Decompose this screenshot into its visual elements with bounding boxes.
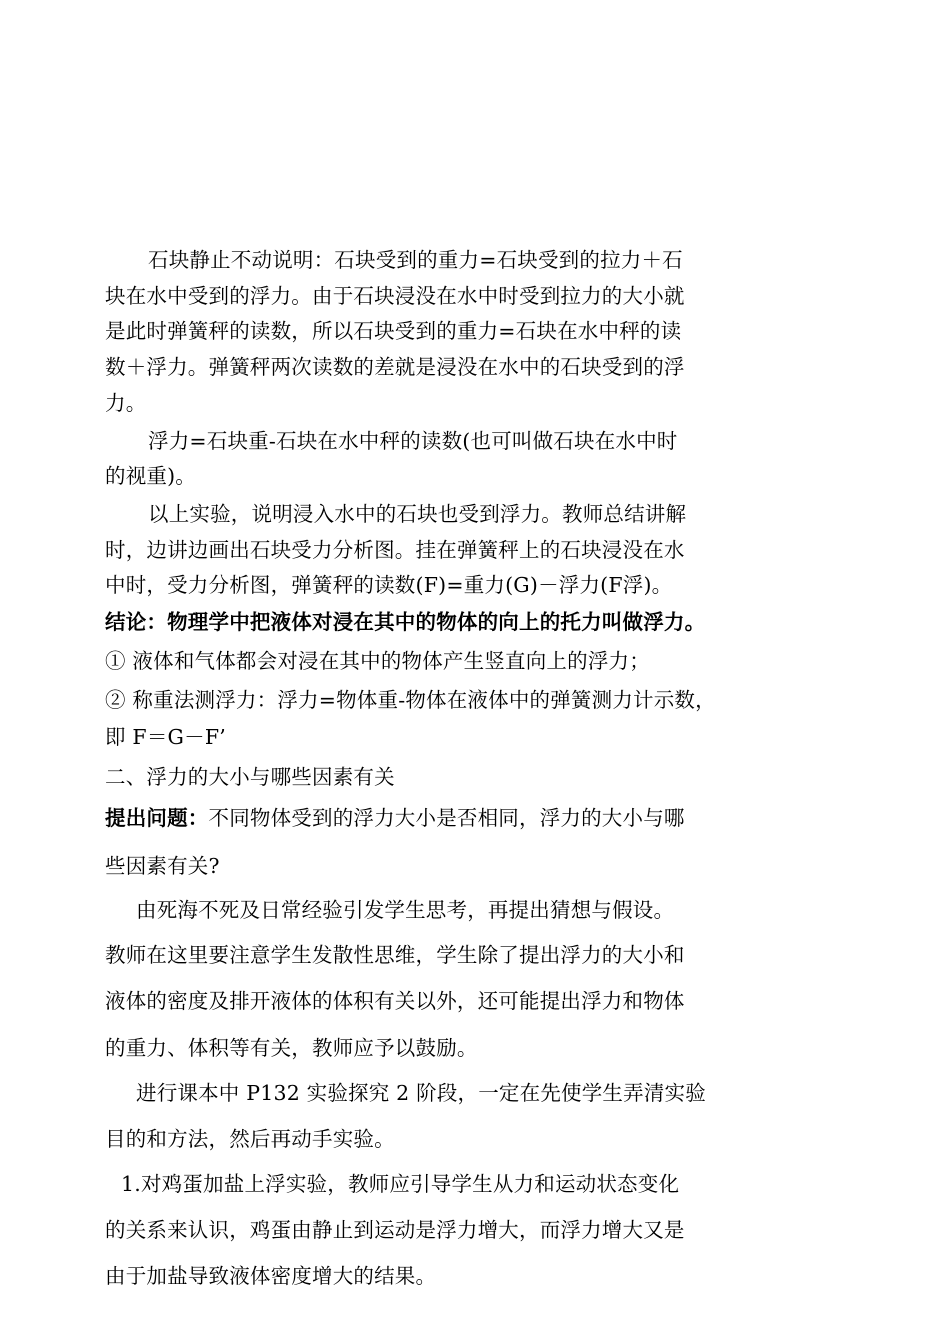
- paragraph-line: 中时，受力分析图，弹簧秤的读数(F)=重力(G)－浮力(F浮)。: [105, 573, 673, 597]
- paragraph-line: 进行课本中 P132 实验探究 2 阶段，一定在先使学生弄清实验: [136, 1081, 706, 1105]
- paragraph-line: 石块静止不动说明：石块受到的重力=石块受到的拉力＋石: [148, 248, 683, 272]
- point-two-formula: 即 F＝G－F’: [105, 725, 226, 749]
- paragraph-line: 液体的密度及排开液体的体积有关以外，还可能提出浮力和物体: [105, 989, 685, 1013]
- paragraph-line: 力。: [105, 391, 147, 415]
- paragraph-line: 的视重)。: [105, 464, 196, 488]
- paragraph-line: 由死海不死及日常经验引发学生思考，再提出猜想与假设。: [136, 898, 675, 922]
- point-two: ② 称重法测浮力：浮力=物体重-物体在液体中的弹簧测力计示数，: [105, 688, 716, 712]
- point-one: ① 液体和气体都会对浸在其中的物体产生竖直向上的浮力；: [105, 649, 650, 673]
- paragraph-line: 由于加盐导致液体密度增大的结果。: [105, 1264, 437, 1288]
- paragraph-line: 以上实验，说明浸入水中的石块也受到浮力。教师总结讲解: [148, 502, 687, 526]
- paragraph-line: 时，边讲边画出石块受力分析图。挂在弹簧秤上的石块浸没在水: [105, 538, 685, 562]
- paragraph-line: 1.对鸡蛋加盐上浮实验，教师应引导学生从力和运动状态变化: [121, 1172, 680, 1196]
- section-heading: 二、浮力的大小与哪些因素有关: [105, 765, 395, 789]
- question-text: 不同物体受到的浮力大小是否相同，浮力的大小与哪: [208, 806, 685, 830]
- paragraph-line: 数＋浮力。弹簧秤两次读数的差就是浸没在水中的石块受到的浮: [105, 355, 685, 379]
- paragraph-line: 些因素有关?: [105, 854, 220, 878]
- paragraph-line: 的重力、体积等有关，教师应予以鼓励。: [105, 1036, 478, 1060]
- paragraph-line: 教师在这里要注意学生发散性思维，学生除了提出浮力的大小和: [105, 943, 685, 967]
- paragraph-line: 的关系来认识，鸡蛋由静止到运动是浮力增大，而浮力增大又是: [105, 1218, 685, 1242]
- paragraph-line: 目的和方法，然后再动手实验。: [105, 1127, 395, 1151]
- conclusion-text: 结论：物理学中把液体对浸在其中的物体的向上的托力叫做浮力。: [105, 610, 706, 634]
- paragraph-line: 浮力=石块重-石块在水中秤的读数(也可叫做石块在水中时: [148, 429, 678, 453]
- question-label: 提出问题：: [105, 806, 209, 830]
- paragraph-line: 是此时弹簧秤的读数，所以石块受到的重力=石块在水中秤的读: [105, 319, 682, 343]
- question-line: [105, 805, 745, 831]
- paragraph-line: 块在水中受到的浮力。由于石块浸没在水中时受到拉力的大小就: [105, 284, 685, 308]
